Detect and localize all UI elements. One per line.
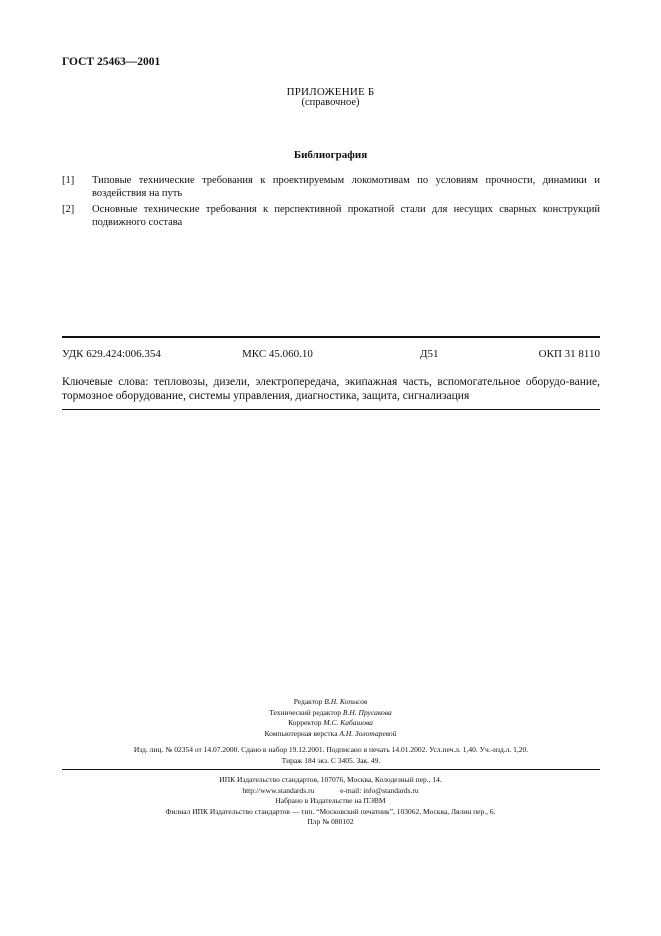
credit-tech-editor: Технический редактор В.Н. Прусакова <box>269 707 392 717</box>
credit-corrector: Корректор М.С. Кабашова <box>288 718 373 727</box>
appendix-subtitle: (справочное) <box>301 97 360 108</box>
udk-code: УДК 629.424:006.354 <box>62 348 161 360</box>
bibliography-title: Библиография <box>293 149 368 161</box>
print-info <box>62 745 600 766</box>
credit-layout: Компьютерная верстка А.Н. Золотаревой <box>264 728 397 738</box>
bibliography-item-text: Типовые технические требования к проектируемым локомотивам по условиям прочности, динамики и воздействия на путь <box>92 175 600 199</box>
credits <box>0 697 661 739</box>
publisher-site: http://www.standards.ru <box>242 785 315 795</box>
document-code: ГОСТ 25463—2001 <box>62 56 161 68</box>
mks-code: МКС 45.060.10 <box>242 348 313 360</box>
d-code: Д51 <box>420 348 439 360</box>
divider <box>62 769 600 770</box>
keywords: Ключевые слова: тепловозы, дизели, электропередача, экипажная часть, вспомогательное оборудо-вание, тормозное оборудование, системы управления, диагностика, защита, сигнализация <box>62 376 600 402</box>
classification-row <box>62 348 600 362</box>
divider <box>62 409 600 410</box>
publisher-email: e-mail: info@standards.ru <box>340 785 419 795</box>
bibliography-item-number: [2] <box>62 204 75 215</box>
publisher-line: Филиал ИПК Издательство стандартов — тип. “Московский печатник”, 103062, Москва, Лялин пер., 6. <box>165 806 496 816</box>
divider <box>62 336 600 338</box>
appendix-title: ПРИЛОЖЕНИЕ Б <box>286 86 375 98</box>
publisher-contacts <box>0 786 661 797</box>
bibliography-item <box>62 174 600 200</box>
okp-code: ОКП 31 8110 <box>538 348 600 360</box>
bibliography-item-number: [1] <box>62 175 75 186</box>
credit-editor: Редактор В.Н. Копысов <box>293 697 368 706</box>
publisher-info <box>0 775 661 828</box>
print-info-line: Тираж 184 экз. С 3405. Зак. 49. <box>281 755 381 765</box>
publisher-line: Плр № 080102 <box>307 817 354 826</box>
publisher-line: Набрано в Издательстве на ПЭВМ <box>275 796 386 805</box>
print-info-line: Изд. лиц. № 02354 от 14.07.2000. Сдано в набор 19.12.2001. Подписано в печать 14.01.2002. Усл.печ.л. 1,40. Уч.-изд.л. 1,20. <box>133 745 529 754</box>
bibliography-item-text: Основные технические требования к перспективной прокатной стали для несущих сварных конструкций подвижного состава <box>92 204 600 228</box>
bibliography-item <box>62 203 600 229</box>
publisher-line: ИПК Издательство стандартов, 107076, Москва, Колодезный пер., 14. <box>219 775 442 784</box>
